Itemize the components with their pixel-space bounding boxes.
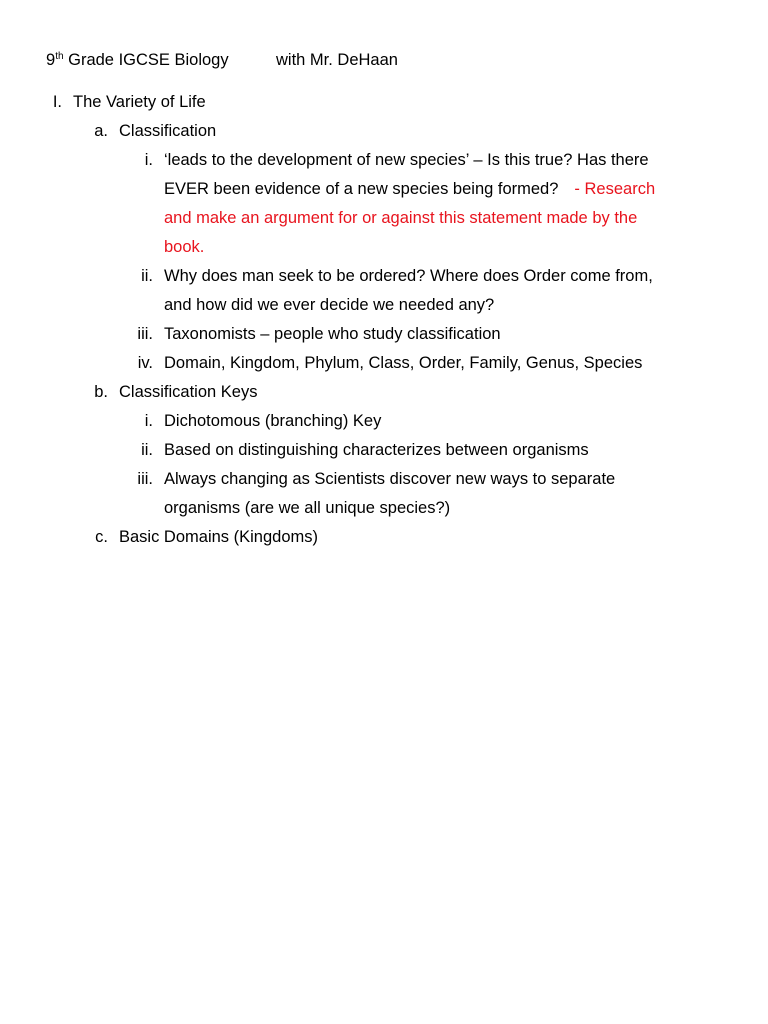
section-1-title: The Variety of Life [73, 93, 206, 111]
item-b-i-line-1: Dichotomous (branching) Key [164, 412, 382, 430]
item-a-ii-marker: ii. [141, 267, 153, 285]
item-a-i-line-1: ‘leads to the development of new species’ – Is this true? Has there [164, 151, 649, 169]
grade-suffix: th [55, 51, 64, 62]
item-a-ii-line-2: and how did we ever decide we needed any? [164, 296, 495, 314]
grade-number: 9 [46, 51, 56, 69]
item-b-iii-line-1: Always changing as Scientists discover new ways to separate [164, 470, 616, 488]
item-a-iii-line-1: Taxonomists – people who study classification [164, 325, 501, 343]
item-b-iii-line-2: organisms (are we all unique species?) [164, 499, 451, 517]
subsection-b-title: Classification Keys [119, 383, 258, 401]
item-b-ii-line-1: Based on distinguishing characterizes between organisms [164, 441, 589, 459]
course-title: Grade IGCSE Biology [68, 51, 229, 69]
item-a-i-marker: i. [144, 151, 153, 169]
subsection-b-marker: b. [94, 383, 108, 401]
item-a-iv-line-1: Domain, Kingdom, Phylum, Class, Order, Family, Genus, Species [164, 354, 643, 372]
item-a-i-line-2 [164, 175, 655, 204]
item-a-i-line-2-text: EVER been evidence of a new species being formed? [164, 180, 559, 198]
item-a-ii-line-1: Why does man seek to be ordered? Where does Order come from, [164, 267, 653, 285]
subsection-c-marker: c. [95, 528, 108, 546]
item-b-ii-marker: ii. [141, 441, 153, 459]
item-b-i-marker: i. [144, 412, 153, 430]
document-header [46, 46, 398, 75]
subsection-a-marker: a. [94, 122, 108, 140]
section-1-marker: I. [52, 93, 62, 111]
subsection-a-title: Classification [119, 122, 217, 140]
item-a-iv-marker: iv. [137, 354, 153, 372]
item-a-iii-marker: iii. [137, 325, 153, 343]
research-prompt-line-2: and make an argument for or against this statement made by the [164, 209, 638, 227]
research-prompt-start: - Research [574, 180, 656, 198]
research-prompt-line-3: book. [164, 238, 205, 256]
item-b-iii-marker: iii. [137, 470, 153, 488]
subsection-c-title: Basic Domains (Kingdoms) [119, 528, 318, 546]
teacher-name: with Mr. DeHaan [276, 51, 398, 69]
